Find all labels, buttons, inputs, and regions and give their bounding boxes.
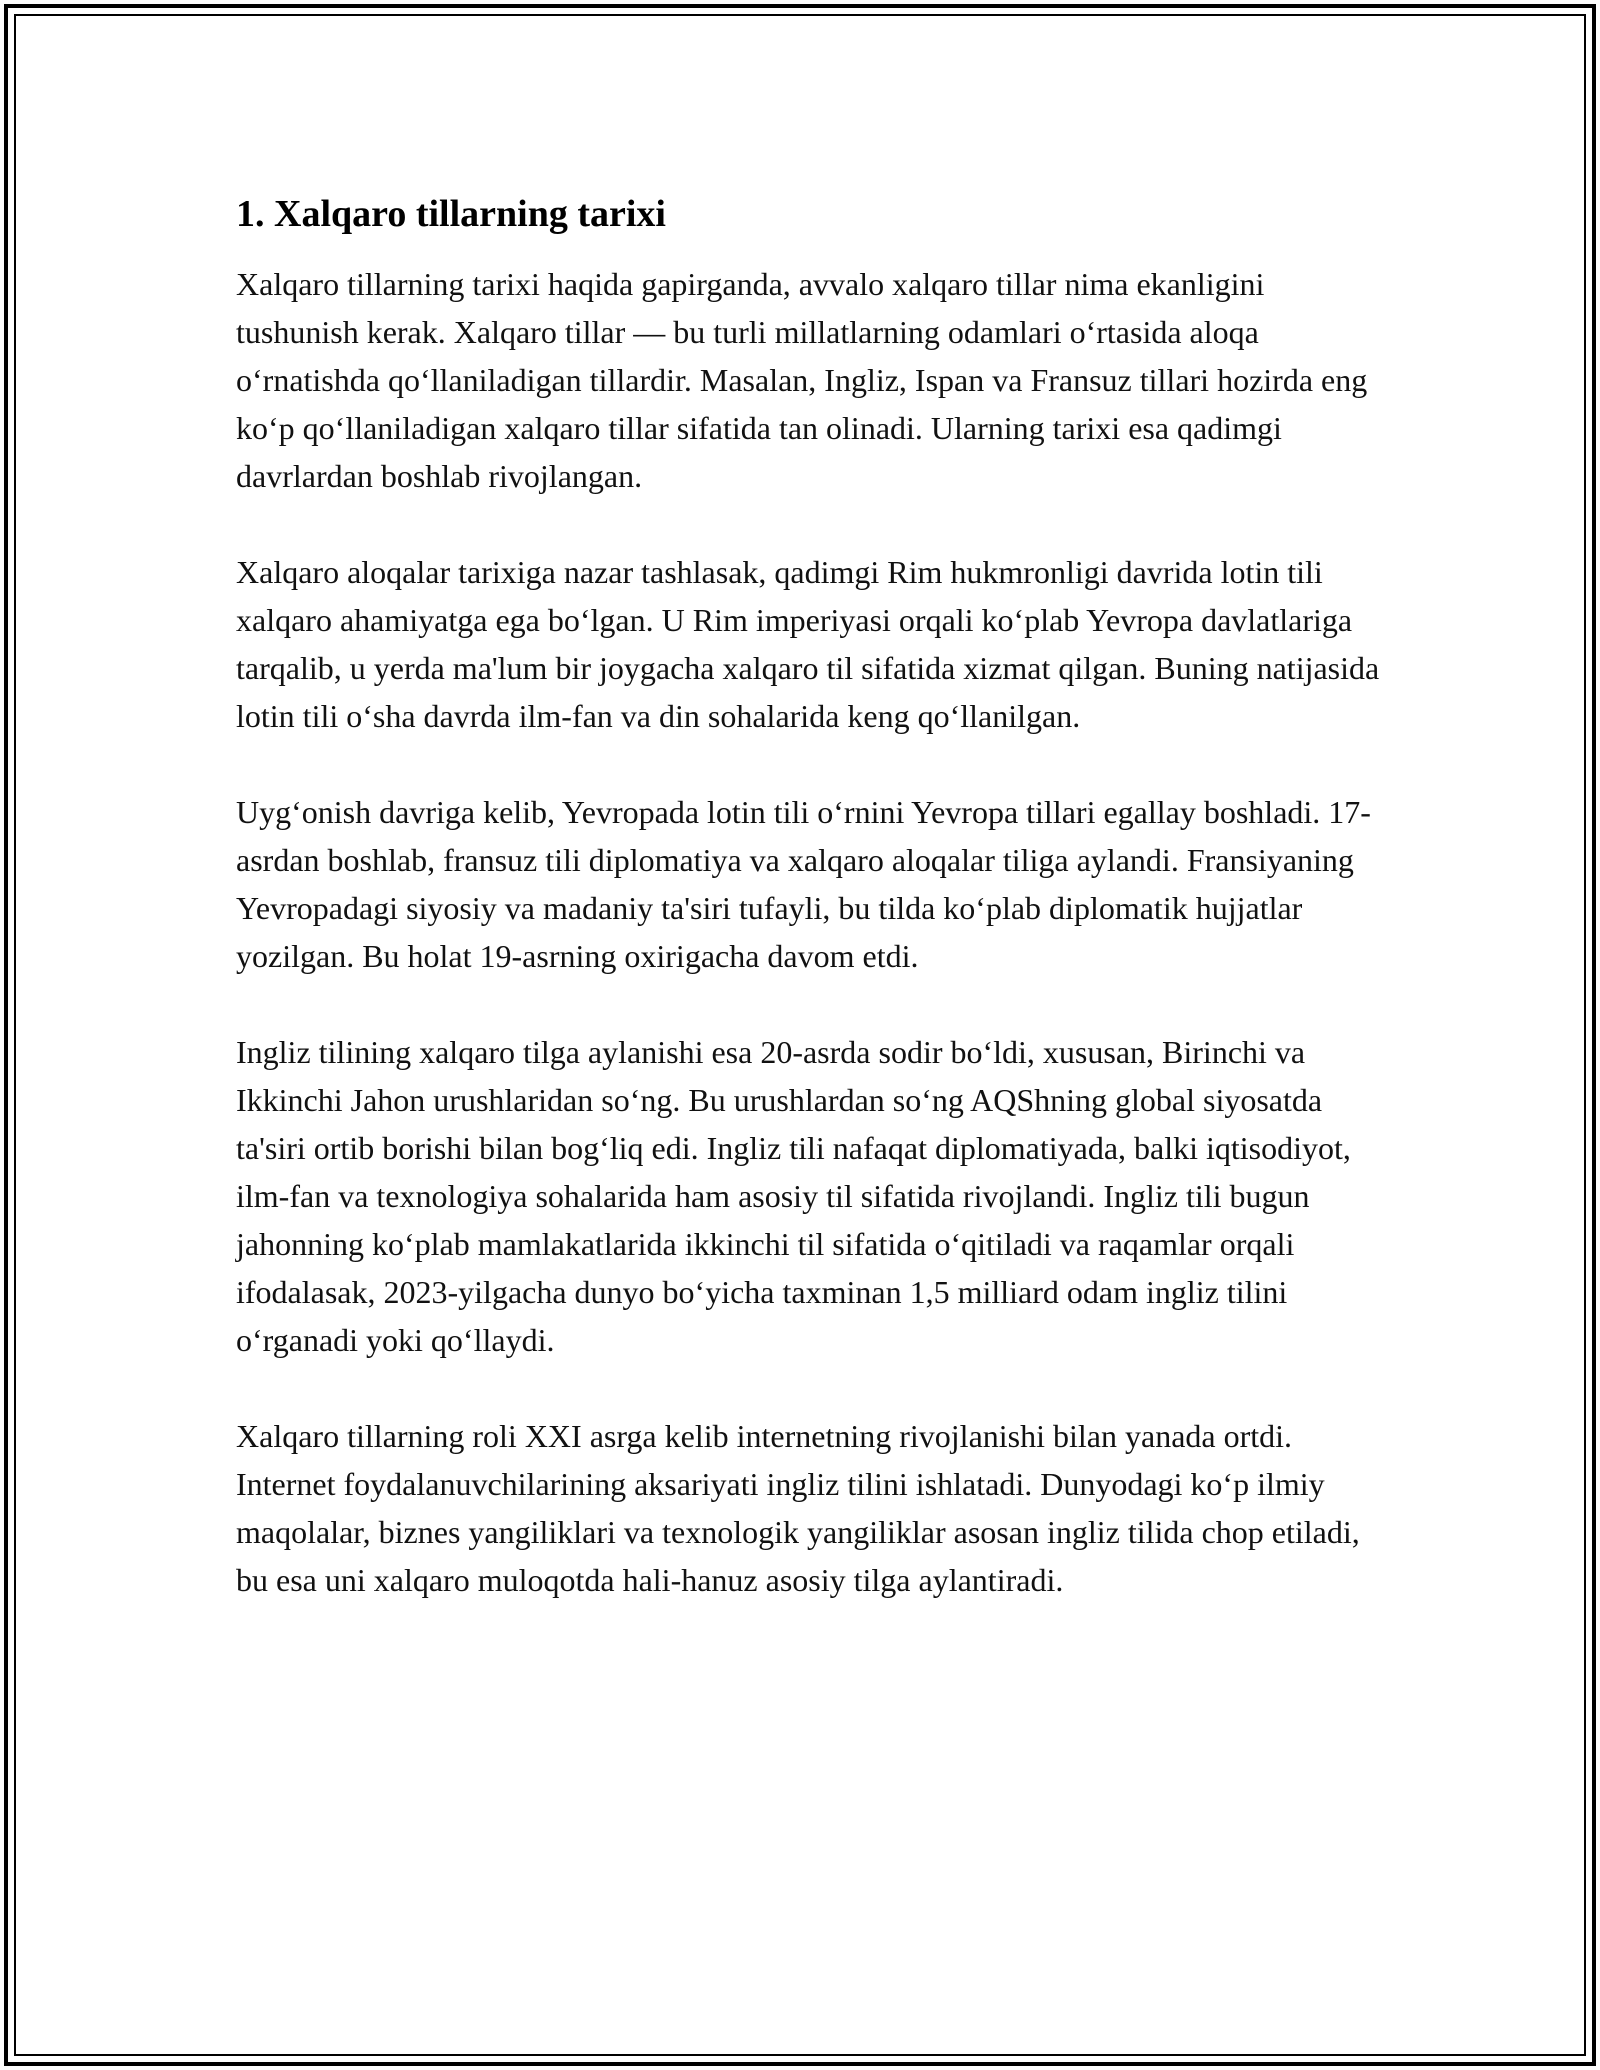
paragraph-intro: Xalqaro tillarning tarixi haqida gapirganda, avvalo xalqaro tillar nima ekanligini tushunish kerak. Xalqaro tillar — bu turli millatlarning odamlari oʻrtasida aloqa oʻrnatishda qoʻllaniladigan tillardir. Masalan, Ingliz, Ispan va Fransuz tillari hozirda eng koʻp qoʻllaniladigan xalqaro tillar sifatida tan olinadi. Ularning tarixi esa qadimgi davrlardan boshlab rivojlangan. (236, 266, 1368, 494)
paragraph-french-era: Uygʻonish davriga kelib, Yevropada lotin tili oʻrnini Yevropa tillari egallay boshladi. 17-asrdan boshlab, fransuz tili diplomatiya va xalqaro aloqalar tiliga aylandi. Fransiyaning Yevropadagi siyosiy va madaniy ta'siri tufayli, bu tilda koʻplab diplomatik hujjatlar yozilgan. Bu holat 19-asrning oxirigacha davom etdi. (236, 794, 1371, 974)
paragraph-latin-history: Xalqaro aloqalar tarixiga nazar tashlasak, qadimgi Rim hukmronligi davrida lotin tili xalqaro ahamiyatga ega boʻlgan. U Rim imperiyasi orqali koʻplab Yevropa davlatlariga tarqalib, u yerda ma'lum bir joygacha xalqaro til sifatida xizmat qilgan. Buning natijasida lotin tili oʻsha davrda ilm-fan va din sohalarida keng qoʻllanilgan. (236, 554, 1380, 734)
document-body (236, 188, 1386, 1652)
section-heading: 1. Xalqaro tillarning tarixi (236, 193, 666, 235)
paragraph-english-rise: Ingliz tilining xalqaro tilga aylanishi esa 20-asrda sodir boʻldi, xususan, Birinchi va Ikkinchi Jahon urushlaridan soʻng. Bu urushlardan soʻng AQShning global siyosatda ta'siri ortib borishi bilan bogʻliq edi. Ingliz tili nafaqat diplomatiyada, balki iqtisodiyot, ilm-fan va texnologiya sohalarida ham asosiy til sifatida rivojlandi. Ingliz tili bugun jahonning koʻplab mamlakatlarida ikkinchi til sifatida oʻqitiladi va raqamlar orqali ifodalasak, 2023-yilgacha dunyo boʻyicha taxminan 1,5 milliard odam ingliz tilini oʻrganadi yoki qoʻllaydi. (236, 1034, 1351, 1358)
paragraph-internet-era: Xalqaro tillarning roli XXI asrga kelib internetning rivojlanishi bilan yanada ortdi. Internet foydalanuvchilarining aksariyati ingliz tilini ishlatadi. Dunyodagi koʻp ilmiy maqolalar, biznes yangiliklari va texnologik yangiliklar asosan ingliz tilida chop etiladi, bu esa uni xalqaro muloqotda hali-hanuz asosiy tilga aylantiradi. (236, 1418, 1360, 1598)
